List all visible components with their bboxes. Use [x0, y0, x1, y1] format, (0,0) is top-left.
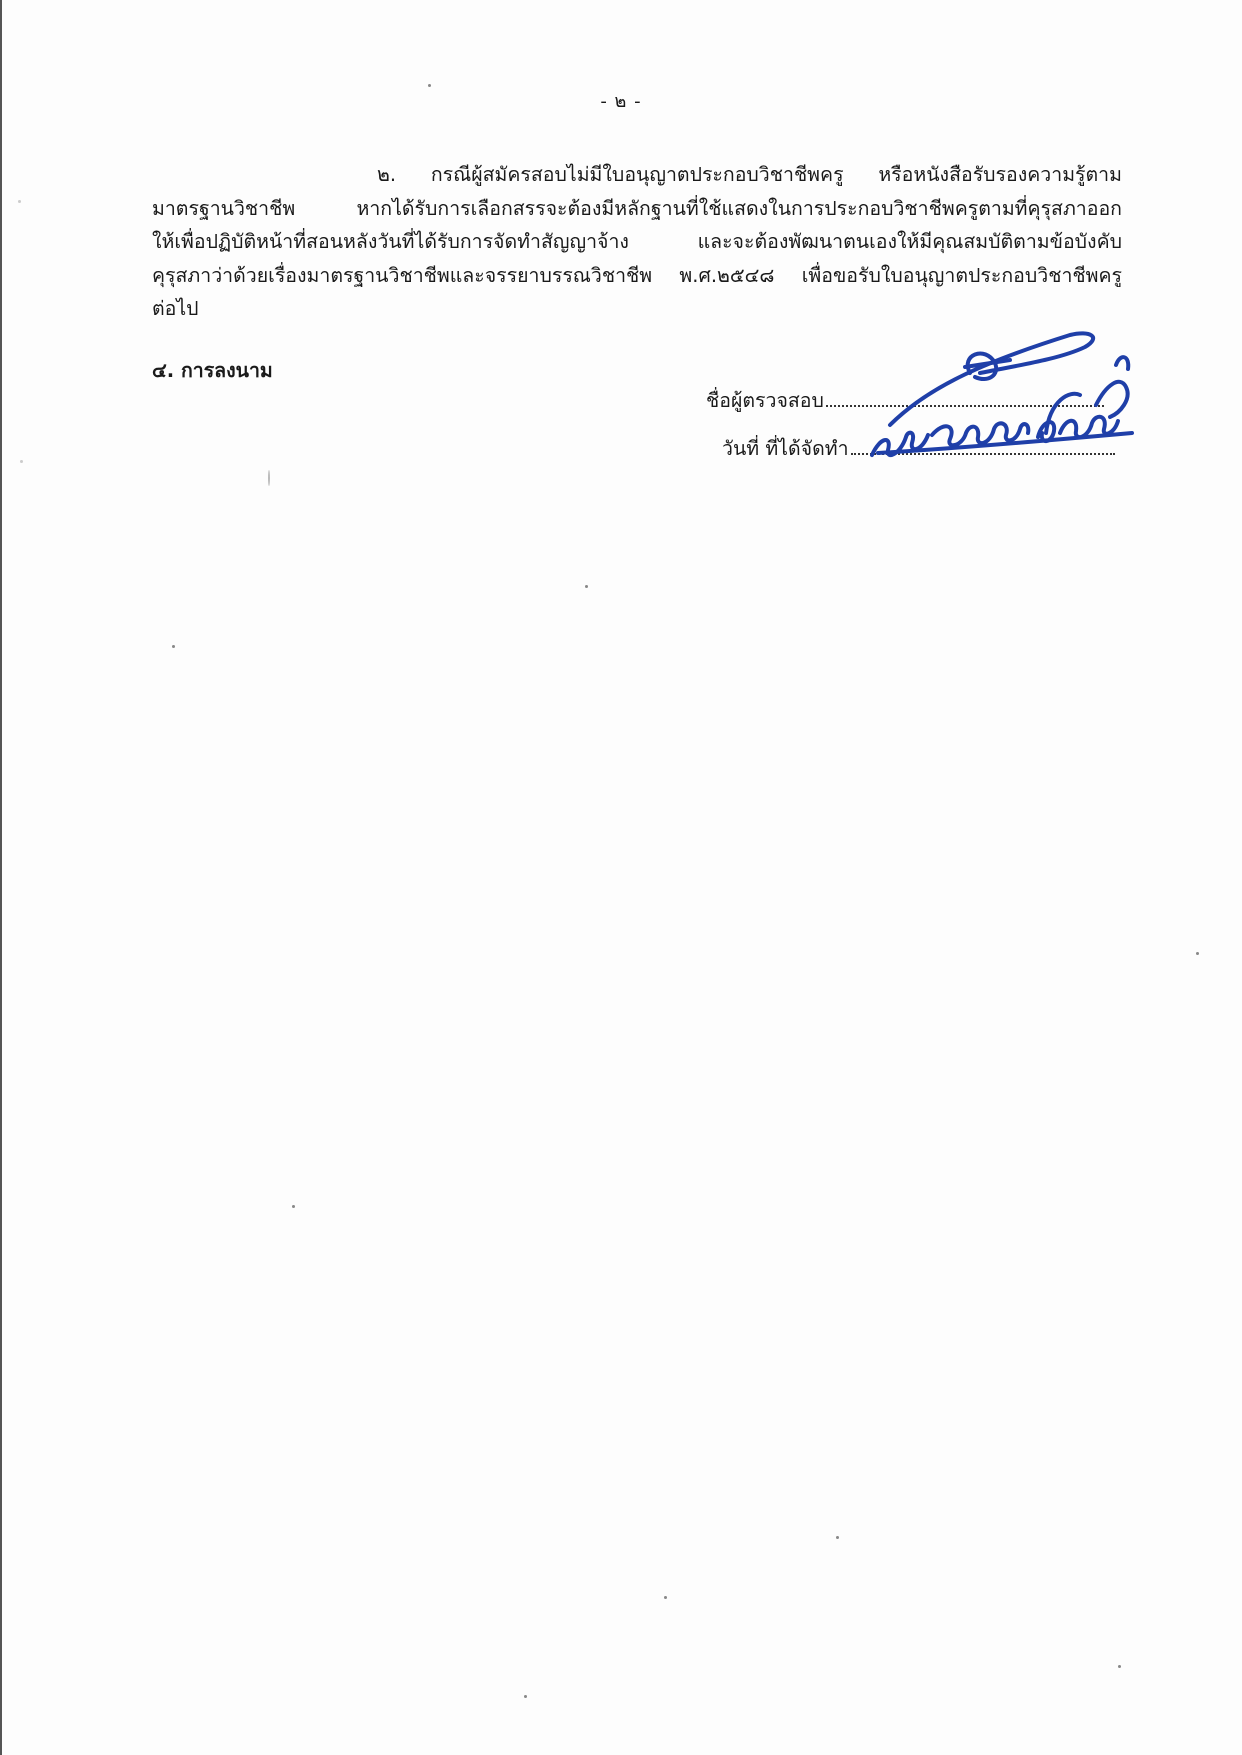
scan-speck	[1118, 1665, 1121, 1668]
page-number: - ๒ -	[600, 91, 642, 112]
scan-speck	[292, 1205, 295, 1208]
scan-speck	[18, 200, 21, 203]
paragraph-line: ๒. กรณีผู้สมัครสอบไม่มีใบอนุญาตประกอบวิชาชีพครู หรือหนังสือรับรองความรู้ตาม	[377, 163, 1122, 186]
scan-speck	[172, 645, 175, 648]
section-heading-signing: ๔. การลงนาม	[152, 359, 273, 382]
scan-speck	[585, 585, 588, 588]
scan-speck	[1196, 952, 1199, 955]
scan-speck	[428, 84, 431, 87]
paragraph-line: มาตรฐานวิชาชีพ หากได้รับการเลือกสรรจะต้องมีหลักฐานที่ใช้แสดงในการประกอบวิชาชีพครูตามที่คุรุสภาออก	[152, 196, 1122, 220]
scan-speck	[836, 1536, 839, 1539]
scan-speck	[524, 1695, 527, 1698]
handwritten-signature	[870, 325, 1160, 475]
paragraph-line: คุรุสภาว่าด้วยเรื่องมาตรฐานวิชาชีพและจรรยาบรรณวิชาชีพ พ.ศ.๒๕๔๘ เพื่อขอรับใบอนุญาตประกอบวิชาชีพครู	[152, 263, 1122, 287]
paragraph-line: ให้เพื่อปฏิบัติหน้าที่สอนหลังวันที่ได้รับการจัดทำสัญญาจ้าง และจะต้องพัฒนาตนเองให้มีคุณสมบัติตามข้อบังคับ	[152, 230, 1122, 254]
scan-edge	[0, 0, 2, 1755]
checker-label: ชื่อผู้ตรวจสอบ	[706, 389, 824, 412]
paragraph-line: ต่อไป	[152, 297, 199, 321]
scan-speck	[664, 1596, 667, 1599]
paragraph-2	[152, 158, 1122, 326]
date-label: วันที่ ที่ได้จัดทำ	[722, 437, 849, 460]
scan-speck	[20, 460, 23, 463]
scan-speck	[268, 470, 270, 486]
